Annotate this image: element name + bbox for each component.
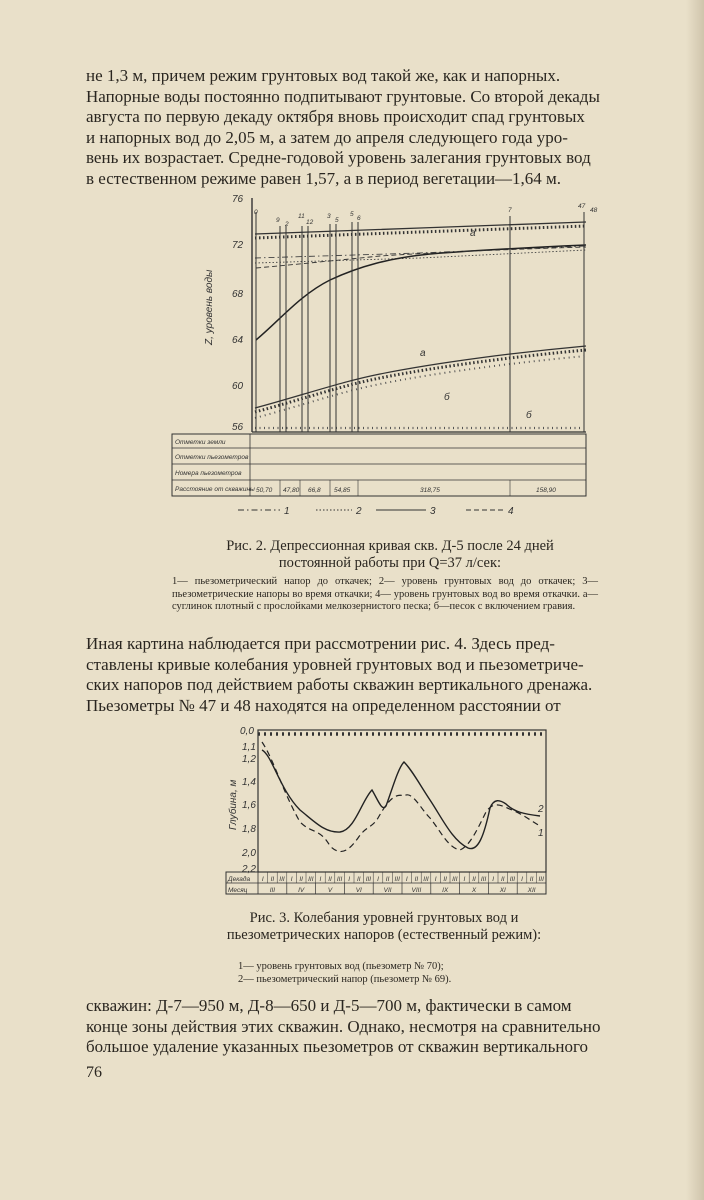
fig3-decade-label: III [308, 876, 314, 883]
text-line: в естественном режиме равен 1,57, а в период вегетации—1,64 м. [86, 168, 562, 188]
fig3-decade-label: I [405, 876, 408, 883]
fig2-y-label: Z, уровень воды [204, 269, 215, 345]
paragraph-2 [86, 634, 686, 716]
fig2-pz-num: 12 [306, 219, 314, 226]
fig3-decade-label: I [492, 876, 495, 883]
text-line: большое удаление указанных пьезометров от скважин вертикального [86, 1037, 588, 1056]
fig2-layer-label: a [470, 228, 476, 239]
fig3-y-tick: 1,4 [242, 777, 256, 788]
fig3-decade-label: III [279, 876, 285, 883]
fig3-decade-label: II [529, 876, 534, 883]
text-line: ских напоров под действием работы скважин вертикального дренажа. [86, 675, 593, 694]
fig2-table-row-label: Отметки земли [175, 439, 226, 446]
fig3-month-label: IX [442, 887, 449, 894]
fig3-y-tick: 1,6 [242, 800, 256, 811]
fig3-decade-label: I [521, 876, 523, 883]
text-line: конце зоны действия этих скважин. Однако, несмотря на сравнительно [86, 1016, 601, 1036]
fig3-decade-label: II [328, 876, 332, 883]
fig2-pz-num: 6 [357, 215, 361, 222]
fig3-decade-label: III [452, 876, 458, 883]
fig2-line-2 [255, 250, 586, 263]
fig2-distance: 47,80 [283, 487, 300, 494]
fig2-legend-num: 3 [430, 506, 436, 517]
text-line: Напорные воды постоянно подпитывают грунтовые. Со второй декады [86, 86, 600, 106]
fig3-decade-label: III [394, 876, 400, 883]
fig2-ground-hatch [255, 226, 586, 238]
fig3-row-label: Месяц [228, 887, 248, 894]
fig3-decade-label: II [385, 876, 390, 883]
fig2-distance: 318,75 [420, 487, 440, 494]
fig3-month-label: VI [355, 887, 362, 894]
fig2-distance: 66,8 [308, 487, 321, 494]
fig3-legend-line: 1— уровень грунтовых вод (пьезометр № 70); [238, 961, 444, 972]
page-edge-shadow [686, 0, 704, 1200]
fig3-y-tick: 1,1 [242, 742, 256, 753]
fig2-pz-num: 5 [350, 211, 354, 218]
fig3-y-tick: 2,0 [242, 848, 256, 859]
fig2-line-1 [255, 246, 586, 258]
fig3-decade-label: III [336, 876, 343, 883]
fig2-sand-dots [255, 356, 586, 418]
fig2-layer-label: a [420, 348, 426, 359]
fig3-decade-label: I [463, 876, 466, 883]
fig2-distance: 54,85 [334, 487, 351, 494]
text-line: скважин: Д-7—950 м, Д-8—650 и Д-5—700 м, фактически в самом [86, 996, 572, 1015]
fig2-layer-hatch [255, 350, 586, 412]
text-line: вень их возрастает. Средне-годовой уровень залегания грунтовых вод [86, 148, 591, 167]
fig2-legend-num: 2 [356, 506, 362, 517]
fig3-month-label: VIII [411, 887, 422, 894]
fig2-caption: Рис. 2. Депрессионная кривая скв. Д-5 после 24 дней постоянной работы при Q=37 л/сек: [226, 538, 554, 571]
fig3-curve-label: 2 [538, 804, 544, 815]
fig3-decade-label: II [270, 876, 275, 883]
fig3-y-ticks [240, 726, 256, 875]
fig3-row-label: Декада [228, 876, 251, 883]
fig3-curve-label: 1 [538, 828, 544, 839]
fig2-pz-num: 47 [578, 203, 586, 210]
fig2-pz-num: 9 [276, 217, 280, 224]
figure-2 [172, 194, 598, 517]
fig2-layer-boundary [255, 346, 586, 408]
fig2-piezometers [256, 212, 584, 432]
fig3-decade-label: I [377, 876, 379, 883]
fig3-decade-label: II [414, 876, 419, 883]
fig3-decade-label: II [500, 876, 505, 883]
fig2-y-tick: 72 [232, 240, 244, 251]
fig3-legend-line: 2— пьезометрический напор (пьезометр № 69). [238, 973, 452, 985]
fig3-month-label: XI [499, 887, 506, 894]
fig2-data-table [172, 434, 586, 496]
fig3-decade-label: III [509, 876, 516, 883]
fig2-ground-line [255, 222, 586, 234]
fig2-legend: 1— пьезометрический напор до откачек; 2— уровень грунтовых вод до откачек; 3— пьезометрические напоры во время откачки; 4— уровень грунтовых вод во время откачки. а— суглинок плотный с прослойками мелкозернистого песка; б—песок с включением гравия. [172, 576, 598, 612]
fig2-legend-num: 1 [284, 506, 290, 517]
fig2-pz-num: 3 [327, 213, 331, 220]
fig2-pz-num: 48 [590, 207, 598, 214]
paragraph-1 [86, 66, 686, 189]
fig2-y-tick: 56 [232, 422, 244, 433]
fig3-y-tick: 2,2 [242, 864, 256, 875]
fig3-decade-label: III [538, 876, 544, 883]
fig3-decade-label: III [423, 876, 429, 883]
text-line: и напорных вод до 2,05 м, а затем до апреля следующего года уро- [86, 127, 568, 147]
fig3-decade-label: I [261, 876, 264, 883]
fig2-line-legend [238, 506, 514, 517]
fig3-y-tick: 1,2 [242, 754, 256, 765]
fig3-caption: Рис. 3. Колебания уровней грунтовых вод и пьезометрических напоров (естественный режим): [226, 910, 542, 943]
fig2-distance: 158,90 [536, 487, 556, 494]
fig3-decade-label: III [480, 876, 487, 883]
fig3-month-cells [270, 883, 536, 894]
fig2-pz-num: 7 [508, 207, 512, 214]
fig3-month-label: IV [298, 887, 305, 894]
fig2-pz-num: 2 [285, 221, 289, 228]
fig3-decade-label: II [299, 876, 304, 883]
paragraph-3 [86, 996, 686, 1058]
text-line: августа по первую декаду октября вновь происходит спад грунтовых [86, 107, 585, 126]
fig2-y-tick: 64 [232, 335, 244, 346]
fig2-depression-curve [256, 245, 586, 340]
fig3-decade-label: I [319, 876, 322, 883]
fig2-line-4 [256, 247, 586, 268]
fig3-decade-cells [262, 872, 544, 883]
fig3-decade-label: II [472, 876, 476, 883]
text-line: не 1,3 м, причем режим грунтовых вод такой же, как и напорных. [86, 66, 561, 85]
fig2-y-tick: 76 [232, 194, 244, 205]
fig2-pz-num: 5 [335, 217, 339, 224]
fig3-decade-label: I [434, 876, 437, 883]
fig2-y-tick: 68 [232, 289, 244, 300]
fig3-decade-label: I [348, 876, 351, 883]
fig2-pz-num: 0 [254, 209, 258, 216]
fig2-layer-label: б [444, 392, 450, 403]
fig2-table-row-label: Отметки пьезометров [175, 454, 249, 461]
fig2-distance: 50,70 [256, 487, 273, 494]
fig3-legend [238, 961, 538, 986]
fig3-month-label: III [269, 887, 276, 894]
fig3-y-tick: 0,0 [240, 726, 254, 737]
fig2-table-row-label: Расстояние от скважины [175, 486, 255, 493]
fig3-decade-label: III [365, 876, 372, 883]
fig3-month-label: V [327, 887, 333, 894]
fig2-y-tick: 60 [232, 381, 244, 392]
fig3-curve-1 [262, 750, 540, 849]
text-line: ставлены кривые колебания уровней грунтовых вод и пьезометриче- [86, 654, 584, 674]
fig3-y-tick: 1,8 [242, 824, 256, 835]
fig3-curve-2 [262, 742, 540, 852]
fig3-decade-label: I [290, 876, 293, 883]
fig3-month-label: VII [383, 887, 392, 894]
fig3-y-label: Глубина, м [228, 779, 239, 830]
fig2-layer-label: б [526, 410, 532, 421]
fig2-pz-num: 11 [298, 213, 305, 220]
fig3-decade-label: II [443, 876, 448, 883]
text-line: Пьезометры № 47 и 48 находятся на определенном расстоянии от [86, 695, 561, 715]
fig3-month-label: XII [527, 887, 536, 894]
fig2-legend-num: 4 [508, 506, 514, 517]
fig2-y-ticks [232, 194, 244, 433]
fig3-decade-label: II [356, 876, 361, 883]
fig3-month-label: X [471, 887, 477, 894]
fig2-table-row-label: Номера пьезометров [175, 470, 242, 477]
fig2-piezometer-numbers [254, 203, 598, 228]
fig3-frame [258, 730, 546, 872]
page-number: 76 [86, 1064, 102, 1081]
text-line: Иная картина наблюдается при рассмотрении рис. 4. Здесь пред- [86, 634, 555, 653]
fig3-time-table [226, 872, 546, 894]
figure-3 [226, 726, 546, 894]
